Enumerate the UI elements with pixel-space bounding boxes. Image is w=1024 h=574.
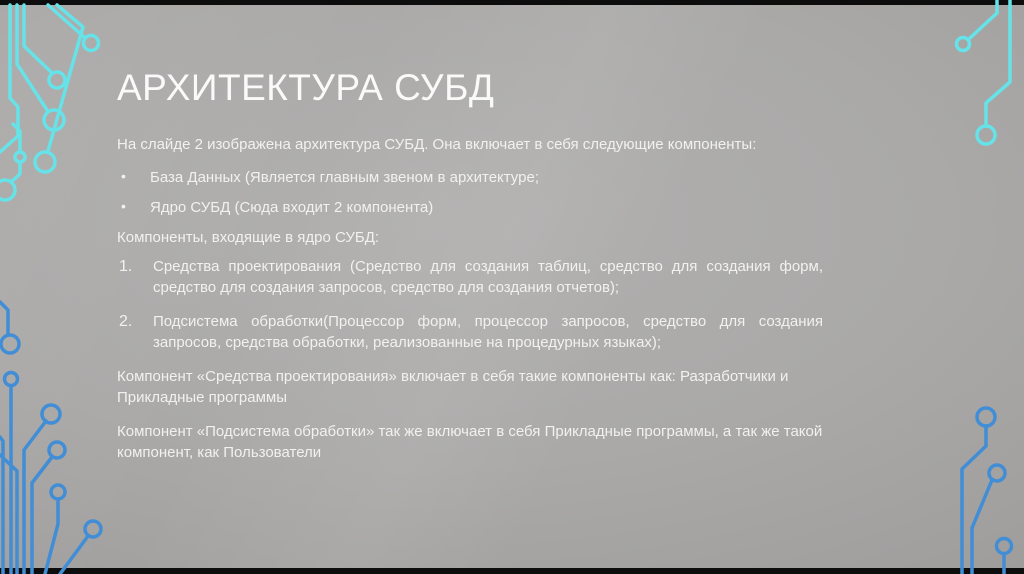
list-number: 2. [119,313,133,330]
bullet-item-text: Ядро СУБД (Сюда входит 2 компонента) [150,199,434,216]
numbered-item-processing-subsystem [117,311,823,353]
bullet-item-database [117,167,823,188]
design-tools-paragraph: Компонент «Средства проектирования» включает в себя такие компоненты как: Разработчики и Прикладные программы [117,368,789,406]
slide-body [117,134,823,463]
bullet-list [117,167,823,218]
numbered-item-design-tools [117,256,823,298]
top-edge-bar [0,0,1024,5]
bullet-marker: • [121,168,126,184]
slide-title: АРХИТЕКТУРА СУБД [117,67,495,108]
list-number: 1. [119,258,133,275]
bullet-item-text: База Данных (Является главным звеном в архитектуре; [150,169,539,186]
slide-content [117,66,823,476]
bullet-item-kernel [117,197,823,218]
intro-paragraph: На слайде 2 изображена архитектура СУБД. Она включает в себя следующие компоненты: [117,136,757,153]
numbered-item-text: Подсистема обработки(Процессор форм, процессор запросов, средство для создания запросов, средства обработки, реализованные на процедурных языках); [153,313,823,351]
kernel-components-heading: Компоненты, входящие в ядро СУБД: [117,229,380,246]
processing-subsystem-paragraph: Компонент «Подсистема обработки» так же включает в себя Прикладные программы, а так же такой компонент, как Пользователи [117,423,823,461]
numbered-item-text: Средства проектирования (Средство для создания таблиц, средство для создания форм, средство для создания запросов, средство для создания отчетов); [153,258,823,296]
bottom-edge-bar [0,568,1024,574]
bullet-marker: • [121,198,126,214]
